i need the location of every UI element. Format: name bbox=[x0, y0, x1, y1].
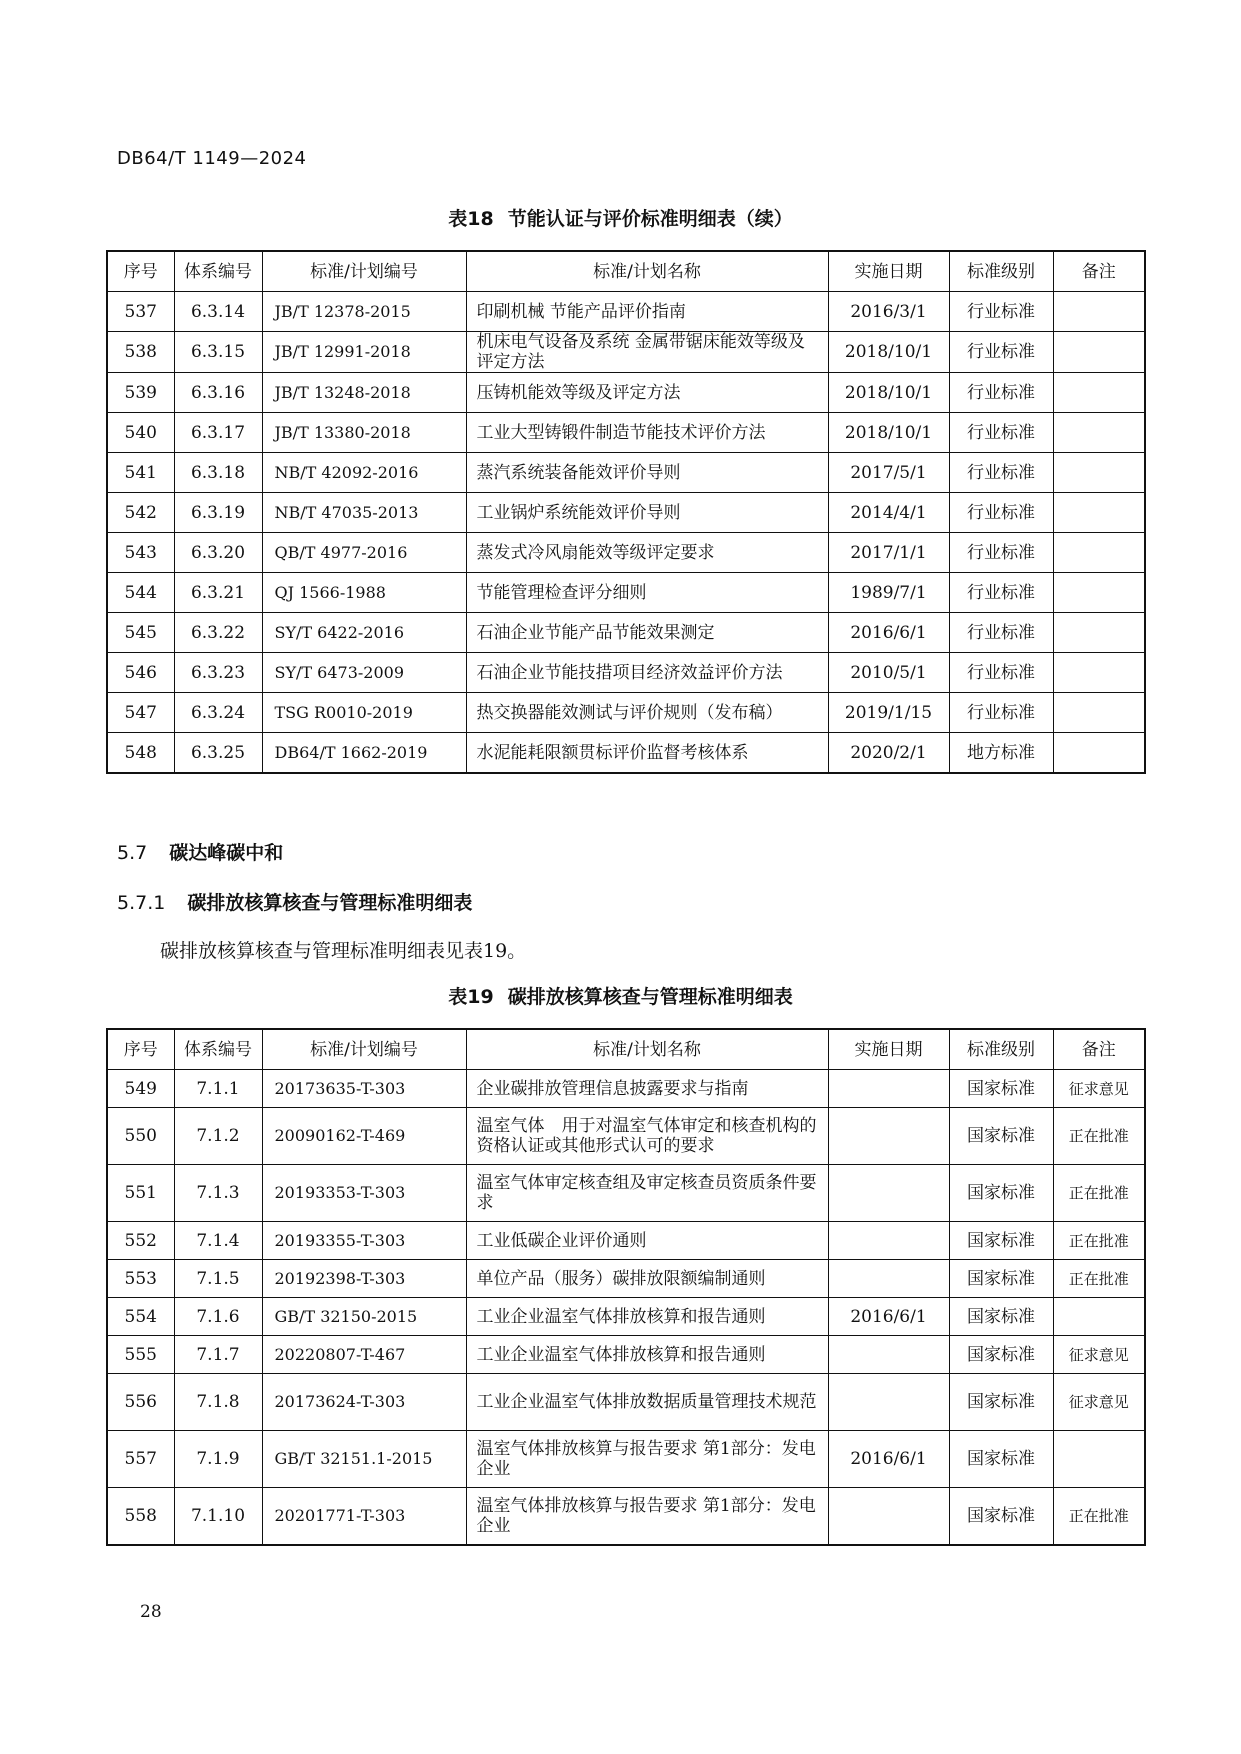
cell-level: 行业标准 bbox=[949, 653, 1053, 693]
cell-system-code: 6.3.20 bbox=[174, 533, 262, 573]
cell-date: 2016/6/1 bbox=[828, 613, 949, 653]
cell-level: 国家标准 bbox=[949, 1222, 1053, 1260]
cell-standard-name: 温室气体 用于对温室气体审定和核查机构的资格认证或其他形式认可的要求 bbox=[466, 1108, 828, 1165]
cell-date: 2016/3/1 bbox=[828, 292, 949, 332]
cell-note bbox=[1053, 613, 1145, 653]
table19-caption-number: 表19 bbox=[448, 986, 494, 1008]
cell-standard-code: NB/T 47035-2013 bbox=[262, 493, 466, 533]
cell-standard-code: SY/T 6473-2009 bbox=[262, 653, 466, 693]
table-row bbox=[107, 533, 1145, 573]
table18-header-row bbox=[107, 251, 1145, 292]
cell-note bbox=[1053, 573, 1145, 613]
table18-caption-number: 表18 bbox=[448, 208, 494, 230]
cell-system-code: 7.1.10 bbox=[174, 1488, 262, 1546]
cell-seq: 538 bbox=[107, 332, 174, 373]
cell-seq: 548 bbox=[107, 733, 174, 774]
cell-level: 国家标准 bbox=[949, 1165, 1053, 1222]
cell-note bbox=[1053, 292, 1145, 332]
cell-level: 国家标准 bbox=[949, 1336, 1053, 1374]
cell-date: 2017/1/1 bbox=[828, 533, 949, 573]
cell-standard-name: 印刷机械 节能产品评价指南 bbox=[466, 292, 828, 332]
table-row bbox=[107, 373, 1145, 413]
table-row bbox=[107, 573, 1145, 613]
cell-standard-name: 石油企业节能产品节能效果测定 bbox=[466, 613, 828, 653]
cell-level: 行业标准 bbox=[949, 493, 1053, 533]
cell-seq: 551 bbox=[107, 1165, 174, 1222]
cell-seq: 540 bbox=[107, 413, 174, 453]
cell-note: 征求意见 bbox=[1053, 1070, 1145, 1108]
cell-seq: 547 bbox=[107, 693, 174, 733]
cell-system-code: 7.1.1 bbox=[174, 1070, 262, 1108]
table-row bbox=[107, 613, 1145, 653]
table-row bbox=[107, 1070, 1145, 1108]
section-heading-5-7 bbox=[117, 838, 283, 865]
cell-level: 国家标准 bbox=[949, 1298, 1053, 1336]
section-number: 5.7 bbox=[117, 842, 148, 864]
section-number: 5.7.1 bbox=[117, 892, 166, 914]
cell-date bbox=[828, 1165, 949, 1222]
col-header-date: 实施日期 bbox=[828, 1029, 949, 1070]
cell-standard-name: 水泥能耗限额贯标评价监督考核体系 bbox=[466, 733, 828, 774]
cell-standard-code: 20173624-T-303 bbox=[262, 1374, 466, 1431]
col-header-system-code: 体系编号 bbox=[174, 251, 262, 292]
cell-system-code: 7.1.4 bbox=[174, 1222, 262, 1260]
cell-system-code: 7.1.8 bbox=[174, 1374, 262, 1431]
col-header-standard-code: 标准/计划编号 bbox=[262, 1029, 466, 1070]
cell-standard-name: 单位产品（服务）碳排放限额编制通则 bbox=[466, 1260, 828, 1298]
cell-standard-name: 企业碳排放管理信息披露要求与指南 bbox=[466, 1070, 828, 1108]
cell-level: 行业标准 bbox=[949, 533, 1053, 573]
cell-standard-name: 蒸汽系统装备能效评价导则 bbox=[466, 453, 828, 493]
cell-seq: 542 bbox=[107, 493, 174, 533]
table-row bbox=[107, 493, 1145, 533]
table19-caption bbox=[0, 982, 1241, 1009]
table19-caption-text: 碳排放核算核查与管理标准明细表 bbox=[507, 986, 793, 1008]
cell-note: 正在批准 bbox=[1053, 1488, 1145, 1546]
cell-system-code: 6.3.16 bbox=[174, 373, 262, 413]
cell-standard-name: 工业锅炉系统能效评价导则 bbox=[466, 493, 828, 533]
table-row bbox=[107, 332, 1145, 373]
table-row bbox=[107, 1222, 1145, 1260]
table-row bbox=[107, 1374, 1145, 1431]
cell-system-code: 6.3.19 bbox=[174, 493, 262, 533]
table-row bbox=[107, 1108, 1145, 1165]
cell-seq: 553 bbox=[107, 1260, 174, 1298]
cell-note bbox=[1053, 413, 1145, 453]
cell-seq: 537 bbox=[107, 292, 174, 332]
cell-seq: 543 bbox=[107, 533, 174, 573]
cell-note: 正在批准 bbox=[1053, 1165, 1145, 1222]
cell-level: 国家标准 bbox=[949, 1374, 1053, 1431]
cell-standard-code: 20201771-T-303 bbox=[262, 1488, 466, 1546]
cell-seq: 552 bbox=[107, 1222, 174, 1260]
cell-date: 2018/10/1 bbox=[828, 413, 949, 453]
table-row bbox=[107, 1336, 1145, 1374]
cell-seq: 549 bbox=[107, 1070, 174, 1108]
cell-note bbox=[1053, 373, 1145, 413]
col-header-seq: 序号 bbox=[107, 1029, 174, 1070]
cell-system-code: 6.3.15 bbox=[174, 332, 262, 373]
cell-level: 国家标准 bbox=[949, 1488, 1053, 1546]
cell-standard-code: QB/T 4977-2016 bbox=[262, 533, 466, 573]
table19 bbox=[106, 1028, 1146, 1546]
cell-date: 2014/4/1 bbox=[828, 493, 949, 533]
cell-standard-code: JB/T 13248-2018 bbox=[262, 373, 466, 413]
cell-seq: 558 bbox=[107, 1488, 174, 1546]
cell-seq: 545 bbox=[107, 613, 174, 653]
table-row bbox=[107, 1298, 1145, 1336]
cell-date: 2016/6/1 bbox=[828, 1298, 949, 1336]
cell-standard-name: 蒸发式冷风扇能效等级评定要求 bbox=[466, 533, 828, 573]
cell-standard-name: 温室气体排放核算与报告要求 第1部分：发电企业 bbox=[466, 1488, 828, 1546]
cell-note bbox=[1053, 493, 1145, 533]
cell-level: 行业标准 bbox=[949, 373, 1053, 413]
col-header-standard-code: 标准/计划编号 bbox=[262, 251, 466, 292]
col-header-level: 标准级别 bbox=[949, 1029, 1053, 1070]
cell-level: 行业标准 bbox=[949, 573, 1053, 613]
cell-standard-code: JB/T 13380-2018 bbox=[262, 413, 466, 453]
cell-standard-code: 20220807-T-467 bbox=[262, 1336, 466, 1374]
cell-seq: 541 bbox=[107, 453, 174, 493]
table-row bbox=[107, 1431, 1145, 1488]
cell-level: 国家标准 bbox=[949, 1108, 1053, 1165]
cell-date bbox=[828, 1222, 949, 1260]
cell-standard-code: NB/T 42092-2016 bbox=[262, 453, 466, 493]
cell-level: 行业标准 bbox=[949, 413, 1053, 453]
col-header-standard-name: 标准/计划名称 bbox=[466, 251, 828, 292]
section-title: 碳排放核算核查与管理标准明细表 bbox=[187, 892, 473, 914]
cell-system-code: 7.1.9 bbox=[174, 1431, 262, 1488]
cell-system-code: 7.1.6 bbox=[174, 1298, 262, 1336]
cell-level: 国家标准 bbox=[949, 1070, 1053, 1108]
col-header-note: 备注 bbox=[1053, 251, 1145, 292]
cell-level: 国家标准 bbox=[949, 1431, 1053, 1488]
cell-seq: 539 bbox=[107, 373, 174, 413]
cell-standard-name: 温室气体排放核算与报告要求 第1部分：发电企业 bbox=[466, 1431, 828, 1488]
table-row bbox=[107, 1260, 1145, 1298]
cell-standard-code: 20192398-T-303 bbox=[262, 1260, 466, 1298]
cell-standard-code: TSG R0010-2019 bbox=[262, 693, 466, 733]
cell-standard-code: QJ 1566-1988 bbox=[262, 573, 466, 613]
cell-level: 国家标准 bbox=[949, 1260, 1053, 1298]
cell-standard-name: 工业大型铸锻件制造节能技术评价方法 bbox=[466, 413, 828, 453]
cell-standard-name: 节能管理检查评分细则 bbox=[466, 573, 828, 613]
cell-standard-name: 热交换器能效测试与评价规则（发布稿） bbox=[466, 693, 828, 733]
cell-note bbox=[1053, 693, 1145, 733]
cell-note bbox=[1053, 653, 1145, 693]
cell-standard-code: JB/T 12991-2018 bbox=[262, 332, 466, 373]
section-title: 碳达峰碳中和 bbox=[169, 842, 284, 864]
cell-system-code: 6.3.21 bbox=[174, 573, 262, 613]
table18-caption bbox=[0, 204, 1241, 231]
cell-standard-name: 工业低碳企业评价通则 bbox=[466, 1222, 828, 1260]
cell-date bbox=[828, 1488, 949, 1546]
cell-system-code: 6.3.18 bbox=[174, 453, 262, 493]
table-row bbox=[107, 733, 1145, 774]
cell-date bbox=[828, 1260, 949, 1298]
table-row bbox=[107, 292, 1145, 332]
page-number: 28 bbox=[140, 1602, 162, 1622]
cell-date: 2017/5/1 bbox=[828, 453, 949, 493]
col-header-seq: 序号 bbox=[107, 251, 174, 292]
cell-standard-code: 20090162-T-469 bbox=[262, 1108, 466, 1165]
cell-date bbox=[828, 1374, 949, 1431]
cell-note bbox=[1053, 533, 1145, 573]
cell-standard-name: 温室气体审定核查组及审定核查员资质条件要求 bbox=[466, 1165, 828, 1222]
cell-note bbox=[1053, 332, 1145, 373]
cell-seq: 550 bbox=[107, 1108, 174, 1165]
cell-system-code: 7.1.7 bbox=[174, 1336, 262, 1374]
cell-level: 行业标准 bbox=[949, 332, 1053, 373]
cell-date bbox=[828, 1336, 949, 1374]
cell-standard-code: JB/T 12378-2015 bbox=[262, 292, 466, 332]
cell-standard-code: GB/T 32151.1-2015 bbox=[262, 1431, 466, 1488]
cell-standard-name: 压铸机能效等级及评定方法 bbox=[466, 373, 828, 413]
table-row bbox=[107, 1488, 1145, 1546]
cell-note bbox=[1053, 1298, 1145, 1336]
cell-seq: 544 bbox=[107, 573, 174, 613]
cell-note bbox=[1053, 453, 1145, 493]
cell-system-code: 6.3.14 bbox=[174, 292, 262, 332]
cell-seq: 557 bbox=[107, 1431, 174, 1488]
cell-standard-code: 20173635-T-303 bbox=[262, 1070, 466, 1108]
cell-date: 2010/5/1 bbox=[828, 653, 949, 693]
col-header-standard-name: 标准/计划名称 bbox=[466, 1029, 828, 1070]
col-header-system-code: 体系编号 bbox=[174, 1029, 262, 1070]
cell-date bbox=[828, 1070, 949, 1108]
cell-level: 行业标准 bbox=[949, 693, 1053, 733]
table18 bbox=[106, 250, 1146, 774]
cell-system-code: 6.3.17 bbox=[174, 413, 262, 453]
section-heading-5-7-1 bbox=[117, 888, 472, 915]
table-row bbox=[107, 653, 1145, 693]
table18-caption-text: 节能认证与评价标准明细表（续） bbox=[507, 208, 793, 230]
cell-level: 行业标准 bbox=[949, 613, 1053, 653]
cell-system-code: 6.3.23 bbox=[174, 653, 262, 693]
document-code: DB64/T 1149—2024 bbox=[117, 148, 307, 169]
cell-standard-name: 工业企业温室气体排放数据质量管理技术规范 bbox=[466, 1374, 828, 1431]
col-header-date: 实施日期 bbox=[828, 251, 949, 292]
cell-standard-code: 20193355-T-303 bbox=[262, 1222, 466, 1260]
cell-standard-code: 20193353-T-303 bbox=[262, 1165, 466, 1222]
cell-system-code: 6.3.24 bbox=[174, 693, 262, 733]
cell-note bbox=[1053, 1431, 1145, 1488]
cell-system-code: 6.3.25 bbox=[174, 733, 262, 774]
body-paragraph: 碳排放核算核查与管理标准明细表见表19。 bbox=[160, 940, 527, 962]
col-header-level: 标准级别 bbox=[949, 251, 1053, 292]
table-row bbox=[107, 413, 1145, 453]
cell-note bbox=[1053, 733, 1145, 774]
cell-note: 正在批准 bbox=[1053, 1108, 1145, 1165]
cell-date: 2016/6/1 bbox=[828, 1431, 949, 1488]
table-row bbox=[107, 693, 1145, 733]
table19-header-row bbox=[107, 1029, 1145, 1070]
cell-standard-code: SY/T 6422-2016 bbox=[262, 613, 466, 653]
cell-system-code: 6.3.22 bbox=[174, 613, 262, 653]
cell-system-code: 7.1.5 bbox=[174, 1260, 262, 1298]
cell-system-code: 7.1.3 bbox=[174, 1165, 262, 1222]
cell-seq: 556 bbox=[107, 1374, 174, 1431]
cell-date bbox=[828, 1108, 949, 1165]
cell-seq: 555 bbox=[107, 1336, 174, 1374]
table-row bbox=[107, 1165, 1145, 1222]
cell-standard-name: 石油企业节能技措项目经济效益评价方法 bbox=[466, 653, 828, 693]
cell-level: 行业标准 bbox=[949, 453, 1053, 493]
cell-date: 2018/10/1 bbox=[828, 332, 949, 373]
cell-date: 1989/7/1 bbox=[828, 573, 949, 613]
cell-note: 正在批准 bbox=[1053, 1222, 1145, 1260]
cell-standard-name: 工业企业温室气体排放核算和报告通则 bbox=[466, 1336, 828, 1374]
cell-note: 征求意见 bbox=[1053, 1374, 1145, 1431]
cell-level: 地方标准 bbox=[949, 733, 1053, 774]
cell-seq: 546 bbox=[107, 653, 174, 693]
cell-note: 征求意见 bbox=[1053, 1336, 1145, 1374]
cell-standard-name: 工业企业温室气体排放核算和报告通则 bbox=[466, 1298, 828, 1336]
cell-standard-code: DB64/T 1662-2019 bbox=[262, 733, 466, 774]
cell-date: 2018/10/1 bbox=[828, 373, 949, 413]
cell-seq: 554 bbox=[107, 1298, 174, 1336]
cell-note: 正在批准 bbox=[1053, 1260, 1145, 1298]
col-header-note: 备注 bbox=[1053, 1029, 1145, 1070]
table-row bbox=[107, 453, 1145, 493]
cell-standard-code: GB/T 32150-2015 bbox=[262, 1298, 466, 1336]
cell-system-code: 7.1.2 bbox=[174, 1108, 262, 1165]
cell-date: 2020/2/1 bbox=[828, 733, 949, 774]
cell-date: 2019/1/15 bbox=[828, 693, 949, 733]
cell-level: 行业标准 bbox=[949, 292, 1053, 332]
cell-standard-name: 机床电气设备及系统 金属带锯床能效等级及评定方法 bbox=[466, 332, 828, 373]
